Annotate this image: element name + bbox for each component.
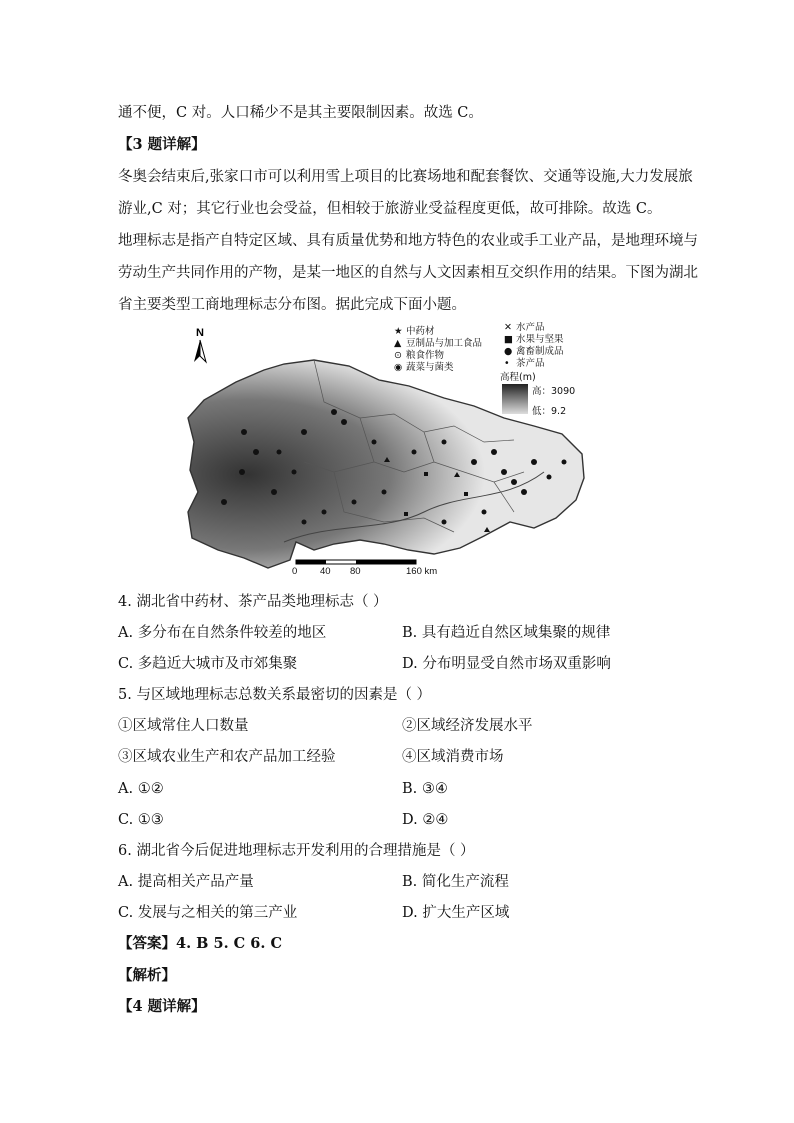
- text-line: 通不便，C 对。人口稀少不是其主要限制因素。故选 C。: [118, 105, 483, 121]
- text-line: 冬奥会结束后,张家口市可以利用雪上项目的比赛场地和配套餐饮、交通等设施,大力发展旅: [118, 169, 693, 185]
- question-5-stem: 5. 与区域地理标志总数关系最密切的因素是（ ）: [118, 687, 432, 703]
- statement-2: ②区域经济发展水平: [402, 718, 533, 734]
- legend-item: 水产品: [516, 322, 545, 333]
- text-line: 省主要类型工商地理标志分布图。据此完成下面小题。: [118, 297, 466, 313]
- option-b: B. 具有趋近自然区域集聚的规律: [402, 625, 611, 641]
- scale-label: 0: [292, 566, 298, 577]
- option-d: D. 扩大生产区域: [402, 905, 510, 921]
- elevation-high: 高：3090: [532, 386, 576, 397]
- legend-item: 蔬菜与菌类: [406, 362, 454, 373]
- option-d: D. ②④: [402, 812, 449, 828]
- text-line: 地理标志是指产自特定区域、具有质量优势和地方特色的农业或手工业产品，是地理环境与: [118, 233, 698, 249]
- legend-item: 茶产品: [516, 358, 545, 369]
- svg-text:★: ★: [394, 326, 403, 337]
- option-c: C. 多趋近大城市及市郊集聚: [118, 656, 298, 672]
- option-b: B. ③④: [402, 781, 448, 797]
- section-heading: 【4 题详解】: [118, 998, 206, 1015]
- svg-text:■: ■: [504, 334, 513, 345]
- analysis-heading: 【解析】: [118, 967, 176, 984]
- option-a: A. 多分布在自然条件较差的地区: [118, 625, 327, 641]
- north-arrow-icon: [194, 327, 206, 362]
- svg-text:◉: ◉: [394, 362, 403, 373]
- hubei-map-figure: [184, 322, 590, 580]
- text-line: 劳动生产共同作用的产物，是某一地区的自然与人文因素相互交织作用的结果。下图为湖北: [118, 265, 698, 281]
- svg-text:✕: ✕: [504, 322, 512, 333]
- statement-4: ④区域消费市场: [402, 749, 504, 765]
- section-heading: 【3 题详解】: [118, 136, 206, 153]
- scale-label: 80: [350, 566, 361, 577]
- elevation-bar: [502, 384, 528, 414]
- north-label: N: [196, 327, 204, 339]
- legend-item: 水果与坚果: [516, 334, 564, 345]
- svg-text:•: •: [504, 358, 510, 369]
- statement-1: ①区域常住人口数量: [118, 718, 249, 734]
- option-b: B. 简化生产流程: [402, 874, 509, 890]
- option-c: C. ①③: [118, 812, 164, 828]
- elevation-low: 低：9.2: [532, 406, 567, 417]
- legend-item: 豆制品与加工食品: [406, 338, 483, 349]
- scale-label: 40: [320, 566, 331, 577]
- legend-item: 粮食作物: [406, 350, 445, 361]
- option-a: A. 提高相关产品产量: [118, 874, 254, 890]
- svg-text:▲: ▲: [394, 338, 402, 349]
- answer-line: 【答案】4. B 5. C 6. C: [118, 935, 282, 952]
- option-a: A. ①②: [118, 781, 164, 797]
- scale-bar: [292, 560, 437, 577]
- legend-item: 禽畜制成品: [516, 346, 564, 357]
- text-line: 游业,C 对；其它行业也会受益，但相较于旅游业受益程度更低，故可排除。故选 C。: [118, 201, 662, 217]
- statement-3: ③区域农业生产和农产品加工经验: [118, 749, 336, 765]
- legend-item: 中药材: [406, 326, 435, 337]
- elevation-title: 高程(m): [500, 372, 536, 383]
- question-6-stem: 6. 湖北省今后促进地理标志开发利用的合理措施是（ ）: [118, 843, 475, 859]
- option-d: D. 分布明显受自然市场双重影响: [402, 656, 611, 672]
- option-c: C. 发展与之相关的第三产业: [118, 905, 298, 921]
- svg-text:●: ●: [504, 346, 513, 357]
- scale-label: 160 km: [406, 566, 438, 577]
- svg-text:⊙: ⊙: [394, 350, 402, 361]
- question-4-stem: 4. 湖北省中药材、茶产品类地理标志（ ）: [118, 594, 388, 610]
